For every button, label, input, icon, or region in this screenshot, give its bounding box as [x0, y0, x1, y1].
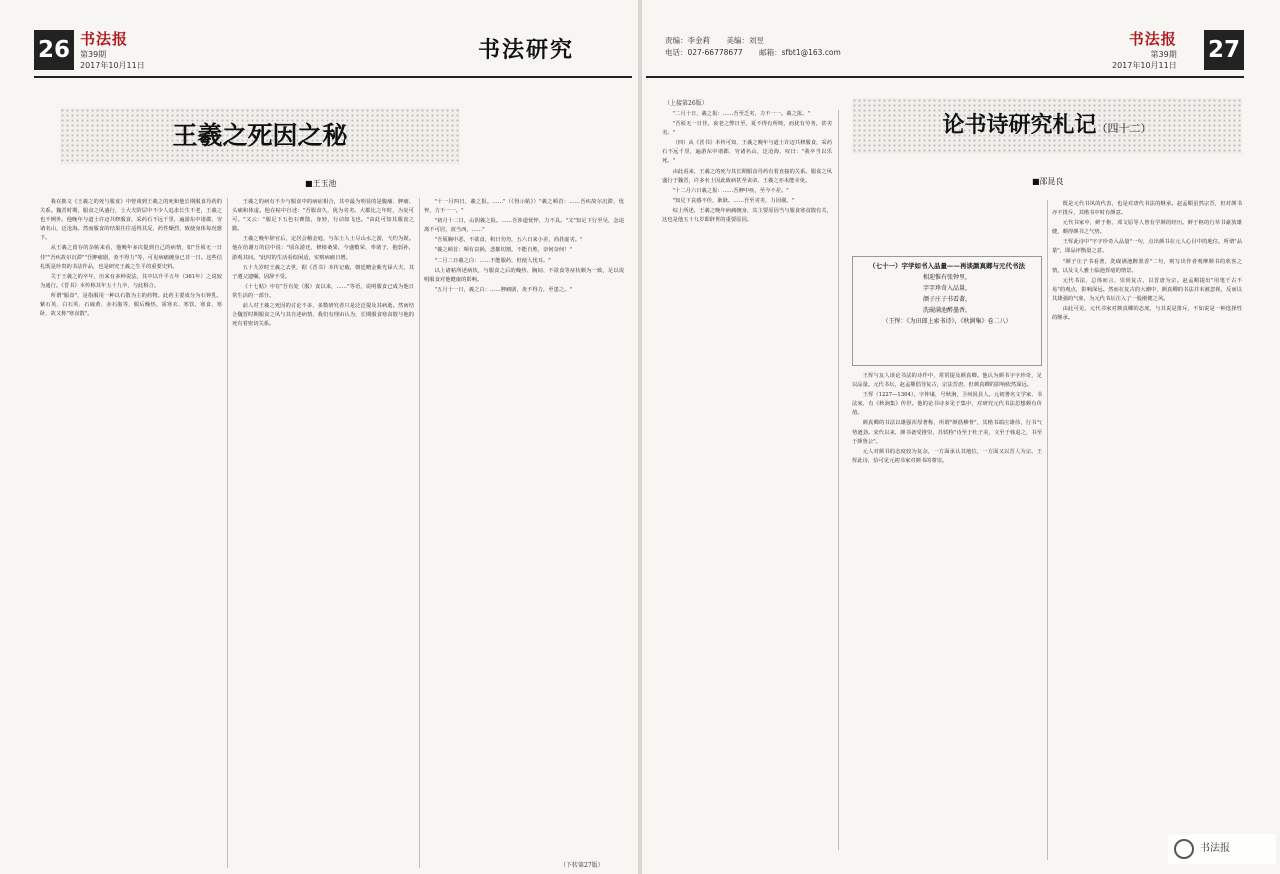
watermark-logo	[1168, 834, 1276, 864]
article-title-main: 论书诗研究札记	[942, 113, 1097, 138]
credit-editor: 责编：李金莉	[665, 36, 710, 45]
poem-line: 颜子庄子书看著，	[922, 296, 971, 303]
title-band-left	[60, 108, 460, 164]
poem-line: 洗砚满池醉墨香。	[922, 307, 971, 314]
continued-from-label: （上接第26版）	[664, 100, 708, 107]
body-column-1: 我在拙文《王羲之的死与服食》中曾谈到王羲之的死和他长期服食丹药的关系。魏晋时期，服食之风盛行，士大夫阶层中不少人追求长生不老，王羲之也不例外。他晚年与道士许迈共修服食，采药石不远千里，遍游东中诸郡，穷诸名山，泛沧海。然而服食的结果往往适得其反，药性燥烈，致使身体每况愈下。 从王羲之留存的杂帖来看，他晚年多次提到自己的病情，如"吾顷无一日佳""吾疾故尔沉滞""吾胛痛剧，灸不得力"等，可见病痛缠身已非一日。这些信札既是珍贵的书法作品，也是研究王羲之生平的重要史料。 关于王羲之的卒年，历来有多种说法，其中以升平五年（361年）之说较为通行。《晋书》本传称其年五十九卒，与此相合。 所谓"服食"，是指服用一种以石散为主的药物。此药主要成分为石钟乳、紫石英、白石英、石硫黄、赤石脂等，服后燥热，需寒衣、寒饮、寒食、寒卧，故又称"寒食散"。	[40, 199, 222, 318]
continued-column: "二月十日，羲之报：……吾至乏劣，力不一一。羲之报。" "吾顷无一日佳，衰老之弊日至，夏不得有所啖，而犹有劳务，甚劣劣。" （四）从《晋书》本传可知，王羲之晚年与道士许迈共修服食，采药石不远千里，遍游东中诸郡，穷诸名山，泛沧海，叹曰："我卒当以乐死。" 由此看来，王羲之的死与其长期服食丹药有着直接的关系。服食之风盛行于魏晋，许多名士因此致病甚至丧命，王羲之亦未能幸免。 "十二月六日羲之报：……吾胛中疾，至今不差。" "知足下哀感不佳，耿耿。……吾至劣劣，力因谢。" 综上所述，王羲之晚年病痛缠身，其主要原因当与服食寒食散有关，这也是他五十九岁即辞世的重要原因。	[662, 111, 832, 224]
wechat-icon	[1174, 839, 1194, 859]
header-rule-right	[646, 76, 1244, 78]
article-title-sub: （四十二）	[1096, 122, 1152, 135]
continued-to-label: （下转第27版）	[560, 862, 604, 869]
author-left: ■王玉池	[305, 179, 337, 188]
poem-line: 字字珍奇入品量，	[922, 285, 971, 292]
credit-email: 邮箱：sfbt1@163.com	[759, 48, 841, 57]
column-divider	[1047, 200, 1048, 860]
page-number-right: 27	[1204, 30, 1244, 70]
column-divider	[838, 110, 839, 850]
poem-heading: （七十一）字学如书入品量——再谈颜真卿与元代书法	[869, 262, 1025, 270]
masthead-right	[1112, 28, 1177, 71]
brand-logo-right: 书法报	[1128, 30, 1177, 48]
column-divider	[419, 198, 420, 868]
right-page	[642, 0, 1280, 874]
body-column-4: 王恽与友人谈论书法的诗作中，常常提及颜真卿。他认为颜书字字珍奇，足以品量。元代书坛，赵孟頫倡导复古，宗法晋唐，但颜真卿的影响依然深远。 王恽（1227—1304），字仲谋，号秋涧，卫州汲县人。元初著名文学家、书法家，有《秋涧集》传世。他的论书诗多见于集中，对研究元代书法思想颇有价值。 颜真卿的书法以雄强浑厚著称，所谓"颜筋柳骨"，其楷书端庄雄伟，行书气势遒劲。宋代以来，颜书备受推崇，苏轼称"诗至于杜子美，文至于韩退之，书至于颜鲁公"。 元人对颜书的态度较为复杂，一方面承认其地位，一方面又以晋人为宗。王恽此诗，恰可见元初书家对颜书的尊崇。	[852, 373, 1042, 464]
left-page	[0, 0, 638, 874]
article-title-right	[852, 108, 1242, 139]
column-divider	[227, 198, 228, 868]
credit-designer: 美编：刘昱	[726, 36, 764, 45]
body-column-2: 王羲之的病有不少与服食中的病症相合，其中最为明显的是腹痛、胛痛、头痛和体虚。他在帖中自述："吾服食久，犹为劣劣。大都比之年时，为复可可。"又云："服足下五色石膏散，身轻，行动如飞也。"由此可知其服食之勤。 王羲之晚年辞官后，定居会稽金庭，与东土人士尽山水之游，弋钓为娱。他在给谢万的信中说："顷东游还，修植桑果，今盛敷荣，率诸子，抱弱孙，游观其间。"此时的生活看似闲适，实则病痛日增。 五十九岁时王羲之去世，据《晋书》本传记载，朝廷赠金紫光禄大夫，其子遵父遗嘱，固辞不受。 《十七帖》中有"吾有处（服）食以来，……"等语，说明服食已成为他日常生活的一部分。 前人对王羲之死因的讨论不多，多数研究者只是泛泛提及其病逝。然而结合魏晋时期服食之风与其自述病情，我们有理由认为，长期服食寒食散与他的死有着密切关系。	[232, 199, 414, 328]
issue-number-right: 第39期	[1150, 50, 1177, 59]
author-right: ■邵昆良	[1032, 177, 1064, 186]
body-column-3: "十一月四日，羲之报。……"（《得示帖》）"羲之顿首：……吾疾故尔沉滞，忧悴，力不一一。" "初月十二日，山阴羲之报。……吾涉道忧悴，力不具。"又"知足下行至吴，念违离不可居，叔当西，……" "吾顷胸中恶，不欲食，积日勿勿，五六日来小差，尚甚虚劣。" "羲之顿首：频有哀祸，悲摧切割，不能自胜，奈何奈何！" "二月二日羲之白：……不能服药，但使人忧耳。" 以上诸帖所述病状，与服食之后的燥热、胸闷、不欲食等症状颇为一致，足以说明服食对他健康的影响。 "五月十一日，羲之白：……胛痛剧，灸不得力，至患之。"	[424, 199, 624, 293]
page-number-left: 26	[34, 30, 74, 70]
body-column-5: 既是元代书风的代表，也是对唐代书法的继承。赵孟頫虽然宗晋，但对颜书亦不排斥，其楷书中时有颜意。 元代书家中，鲜于枢、邓文原等人皆有学颜的经历。鲜于枢的行草书豪放雄健，颇得颜书之气势。 王恽此诗中"字字珍奇入品量"一句，点出颜书在元人心目中的地位。所谓"品量"，即品评衡量之意。 "颜子庄子书看著，洗砚满池醉墨香"二句，则写出作者观摩颜书的欣喜之情，以及文人雅士临池挥毫的情景。 元代书法，总体而言，崇尚复古，以晋唐为宗。赵孟頫提出"用笔千古不易"的观点，影响深远。然而在复古的大潮中，颜真卿的书法并未被忽视，反而以其雄强的气象，为元代书坛注入了一股刚健之风。 由此可见，元代书家对颜真卿的态度，与其说是排斥，不如说是一种选择性的继承。	[1052, 201, 1242, 322]
masthead-left	[80, 28, 145, 71]
article-title-left: 王羲之死因之秘	[172, 121, 348, 150]
poem-line: 相迎惟有张钟里，	[922, 274, 971, 281]
section-title: 书法研究	[478, 37, 575, 63]
issue-number-left: 第39期	[80, 50, 107, 59]
credit-phone: 电话：027-66778677	[665, 48, 743, 57]
header-rule-left	[34, 76, 632, 78]
brand-logo-left: 书法报	[80, 30, 129, 48]
poem-source: （王恽：《为田郎上索书诗》，《秋涧集》卷二八）	[882, 318, 1012, 325]
issue-date-left: 2017年10月11日	[80, 61, 145, 70]
issue-date-right: 2017年10月11日	[1112, 61, 1177, 70]
editor-credits	[665, 35, 855, 59]
title-band-right	[852, 98, 1242, 154]
watermark-text: 书法报	[1200, 843, 1230, 854]
poem-box	[852, 256, 1042, 366]
